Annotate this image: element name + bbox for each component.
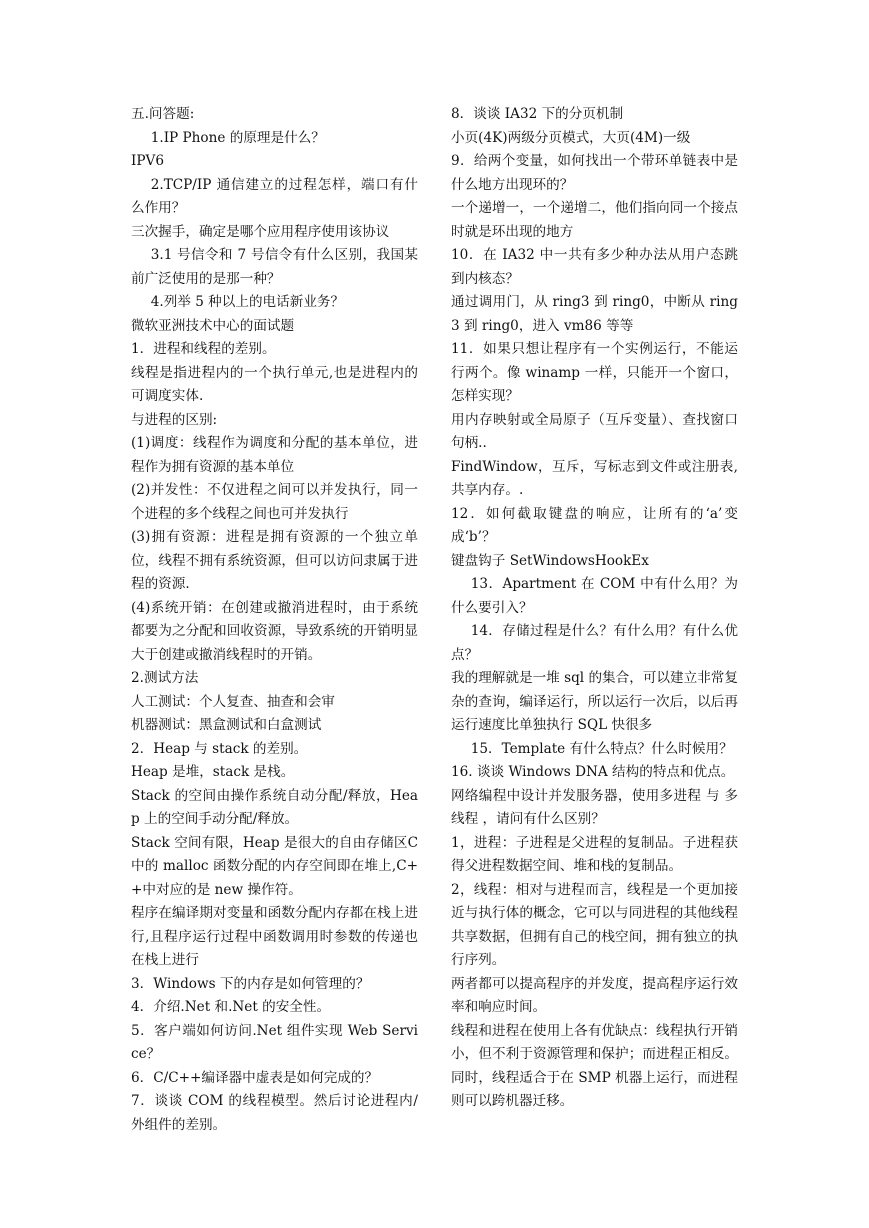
paragraph: 16. 谈谈 Windows DNA 结构的特点和优点。 bbox=[451, 764, 735, 780]
paragraph: 线程和进程在使用上各有优缺点：线程执行开销小，但不利于资源管理和保护；而进程正相反。同时，线程适合于在 SMP 机器上运行，而进程则可以跨机器迁移。 bbox=[451, 1022, 738, 1109]
paragraph: 4．介绍.Net 和.Net 的安全性。 bbox=[131, 999, 331, 1015]
paragraph: Stack 空间有限，Heap 是很大的自由存储区C 中的 malloc 函数分配的内存空间即在堆上,C++中对应的是 new 操作符。 bbox=[131, 834, 418, 898]
paragraph: 4.列举 5 种以上的电话新业务？ bbox=[150, 294, 345, 310]
paragraph: 2.测试方法 bbox=[131, 670, 199, 686]
paragraph: 7．谈谈 COM 的线程模型。然后讨论进程内/外组件的差别。 bbox=[131, 1093, 418, 1133]
paragraph: 五.问答题: bbox=[131, 106, 195, 122]
paragraph: IPV6 bbox=[131, 153, 164, 169]
paragraph: (4)系统开销：在创建或撤消进程时，由于系统都要为之分配和回收资源，导致系统的开销明显大于创建或撤消线程时的开销。 bbox=[131, 599, 418, 663]
paragraph: 2．Heap 与 stack 的差别。 bbox=[131, 740, 308, 757]
right-column bbox=[451, 103, 738, 1114]
paragraph: 1．进程和线程的差别。 bbox=[131, 341, 276, 357]
paragraph: 程序在编译期对变量和函数分配内存都在栈上进行,且程序运行过程中函数调用时参数的传递也在栈上进行 bbox=[131, 905, 418, 968]
paragraph: 10．在 IA32 中一共有多少种办法从用户态跳到内核态？ bbox=[451, 247, 738, 287]
paragraph: FindWindow，互斥，写标志到文件或注册表,共享内存。. bbox=[451, 458, 738, 498]
paragraph: 小页(4K)两级分页模式，大页(4M)一级 bbox=[451, 129, 691, 146]
paragraph: 通过调用门，从 ring3 到 ring0，中断从 ring3 到 ring0，进入 vm86 等等 bbox=[451, 294, 738, 334]
paragraph: 3．Windows 下的内存是如何管理的？ bbox=[131, 975, 370, 992]
paragraph: 与进程的区别: bbox=[131, 411, 218, 428]
left-column bbox=[131, 103, 418, 1137]
paragraph: (3)拥有资源：进程是拥有资源的一个独立单位，线程不拥有系统资源，但可以访问隶属于进程的资源. bbox=[131, 529, 418, 592]
paragraph: 11．如果只想让程序有一个实例运行，不能运行两个。像 winamp 一样，只能开一个窗口，怎样实现？ bbox=[451, 341, 738, 404]
paragraph: 14．存储过程是什么？有什么用？有什么优点？ bbox=[451, 623, 738, 663]
paragraph: (1)调度：线程作为调度和分配的基本单位，进程作为拥有资源的基本单位 bbox=[131, 435, 418, 475]
paragraph: 1.IP Phone 的原理是什么？ bbox=[150, 129, 325, 146]
paragraph: 9．给两个变量，如何找出一个带环单链表中是什么地方出现环的？ bbox=[451, 153, 738, 193]
paragraph: 机器测试：黑盒测试和白盒测试 bbox=[131, 717, 322, 733]
paragraph: (2)并发性：不仅进程之间可以并发执行，同一个进程的多个线程之间也可并发执行 bbox=[131, 482, 418, 522]
paragraph: 8．谈谈 IA32 下的分页机制 bbox=[451, 106, 624, 122]
paragraph: 3.1 号信令和 7 号信令有什么区别，我国某前广泛使用的是那一种？ bbox=[131, 247, 418, 287]
paragraph: 线程是指进程内的一个执行单元,也是进程内的可调度实体. bbox=[131, 364, 418, 404]
paragraph: 1，进程：子进程是父进程的复制品。子进程获得父进程数据空间、堆和栈的复制品。 bbox=[451, 834, 738, 874]
paragraph: 2.TCP/IP 通信建立的过程怎样，端口有什么作用？ bbox=[131, 176, 418, 216]
paragraph: 一个递增一，一个递增二，他们指向同一个接点时就是环出现的地方 bbox=[451, 200, 738, 240]
paragraph: 网络编程中设计并发服务器，使用多进程 与 多线程 ，请问有什么区别？ bbox=[451, 787, 738, 827]
paragraph: 三次握手，确定是哪个应用程序使用该协议 bbox=[131, 223, 390, 240]
paragraph: 键盘钩子 SetWindowsHookEx bbox=[451, 552, 649, 569]
paragraph: 12．如何截取键盘的响应，让所有的‘a’变成‘b’？ bbox=[451, 505, 738, 545]
paragraph: Heap 是堆，stack 是栈。 bbox=[131, 764, 295, 780]
paragraph: 2，线程：相对与进程而言，线程是一个更加接近与执行体的概念，它可以与同进程的其他线程共享数据，但拥有自己的栈空间，拥有独立的执行序列。 bbox=[451, 881, 738, 968]
paragraph: Stack 的空间由操作系统自动分配/释放，Heap 上的空间手动分配/释放。 bbox=[131, 787, 418, 827]
paragraph: 5．客户端如何访问.Net 组件实现 Web Service？ bbox=[131, 1022, 418, 1062]
paragraph: 15．Template 有什么特点？什么时候用？ bbox=[470, 740, 733, 757]
paragraph: 人工测试：个人复查、抽查和会审 bbox=[131, 693, 335, 710]
paragraph: 两者都可以提高程序的并发度，提高程序运行效率和响应时间。 bbox=[451, 975, 738, 1015]
paragraph: 6．C/C++编译器中虚表是如何完成的？ bbox=[131, 1069, 379, 1086]
paragraph: 用内存映射或全局原子（互斥变量）、查找窗口句柄.. bbox=[451, 411, 738, 451]
paragraph: 微软亚洲技术中心的面试题 bbox=[131, 317, 295, 334]
paragraph: 我的理解就是一堆 sql 的集合，可以建立非常复杂的查询，编译运行，所以运行一次后，以后再运行速度比单独执行 SQL 快很多 bbox=[451, 670, 738, 733]
paragraph: 13．Apartment 在 COM 中有什么用？为什么要引入？ bbox=[451, 576, 738, 616]
